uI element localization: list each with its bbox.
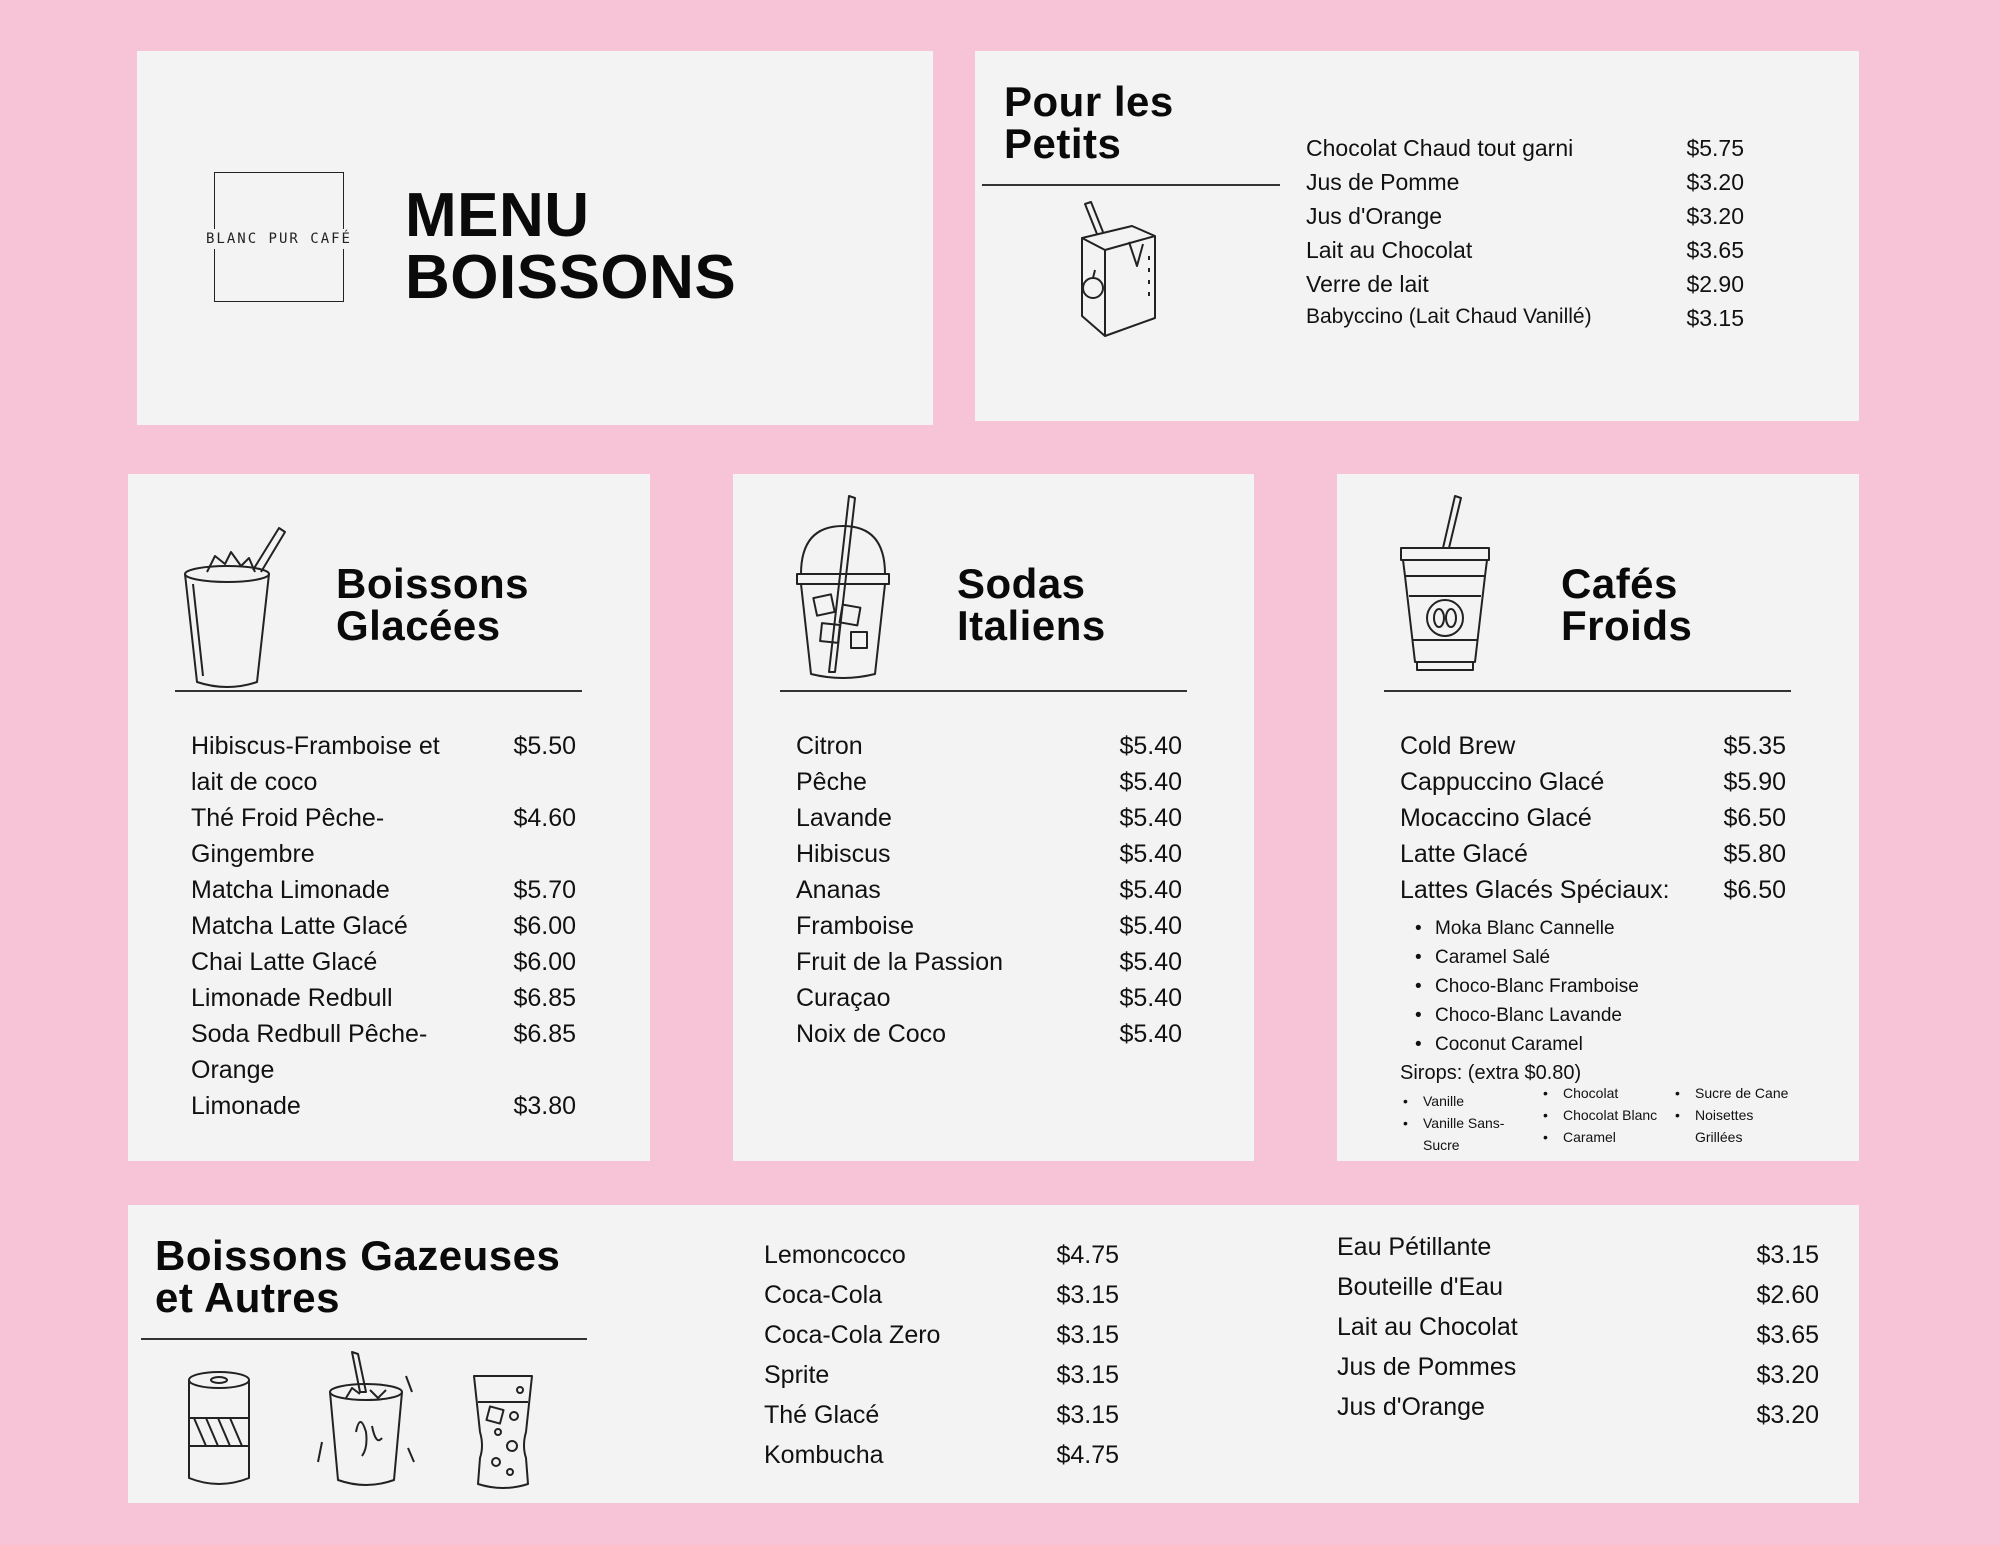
menu-item: Limonade $3.80 — [191, 1092, 576, 1120]
cafes-heading-line1: Cafés — [1561, 560, 1678, 607]
menu-item: Lemoncocco $4.75 — [764, 1241, 1119, 1269]
menu-item: Ananas $5.40 — [796, 876, 1182, 904]
logo-text: BLANC PUR CAFÉ — [195, 229, 363, 249]
menu-item: Fruit de la Passion $5.40 — [796, 948, 1182, 976]
glacees-list — [191, 732, 576, 1128]
specials-list — [1435, 914, 1639, 1059]
list-item: • Choco-Blanc Lavande — [1435, 1001, 1639, 1030]
menu-item: Framboise $5.40 — [796, 912, 1182, 940]
menu-item: Eau Pétillante $3.15 — [1337, 1233, 1819, 1269]
menu-item: Mocaccino Glacé $6.50 — [1400, 804, 1786, 832]
menu-item: Latte Glacé $5.80 — [1400, 840, 1786, 868]
menu-item: Matcha Limonade $5.70 — [191, 876, 576, 904]
menu-item: Jus de Pommes $3.20 — [1337, 1353, 1819, 1389]
list-item: Sucre — [1423, 1137, 1460, 1153]
list-item: • Chocolat Blanc — [1563, 1104, 1657, 1126]
menu-item: Sprite $3.15 — [764, 1361, 1119, 1389]
list-item: • Choco-Blanc Framboise — [1435, 972, 1639, 1001]
menu-item: Cold Brew $5.35 — [1400, 732, 1786, 760]
sirops-label: Sirops: (extra $0.80) — [1400, 1062, 1582, 1084]
gazeuses-divider — [141, 1338, 587, 1340]
sodas-list — [796, 732, 1182, 1056]
menu-item: Noix de Coco $5.40 — [796, 1020, 1182, 1048]
gazeuses-heading-line1: Boissons Gazeuses — [155, 1232, 561, 1279]
menu-item: Hibiscus-Framboise et $5.50 — [191, 732, 576, 760]
gazeuses-heading — [155, 1232, 561, 1321]
menu-item: Matcha Latte Glacé $6.00 — [191, 912, 576, 940]
page-title — [405, 181, 737, 312]
list-item: • Caramel — [1563, 1126, 1657, 1148]
menu-item: Limonade Redbull $6.85 — [191, 984, 576, 1012]
sparkling-glass-icon — [468, 1372, 538, 1492]
petits-heading-line2: Petits — [1004, 120, 1122, 167]
title-panel — [137, 51, 933, 425]
menu-item: Chocolat Chaud tout garni $5.75 — [1306, 135, 1744, 161]
sodas-divider — [780, 690, 1187, 692]
list-item: • Chocolat — [1563, 1082, 1657, 1104]
menu-item: Lait au Chocolat $3.65 — [1337, 1313, 1819, 1349]
menu-item: Pêche $5.40 — [796, 768, 1182, 796]
petits-panel — [975, 51, 1859, 421]
petits-heading — [1004, 78, 1174, 167]
menu-item: Orange — [191, 1056, 275, 1084]
sirops-col2 — [1563, 1082, 1657, 1148]
dome-cup-icon — [793, 496, 893, 686]
glacees-heading — [336, 560, 530, 649]
menu-item: Bouteille d'Eau $2.60 — [1337, 1273, 1819, 1309]
menu-item: Kombucha $4.75 — [764, 1441, 1119, 1469]
gazeuses-list-2 — [1337, 1233, 1819, 1433]
menu-item: Thé Glacé $3.15 — [764, 1401, 1119, 1429]
petits-list — [1306, 135, 1744, 339]
juice-box-icon — [1067, 196, 1167, 346]
glacees-panel — [128, 474, 650, 1161]
gazeuses-heading-line2: et Autres — [155, 1274, 340, 1321]
coffee-cup-icon — [1397, 496, 1497, 676]
list-item: • Moka Blanc Cannelle — [1435, 914, 1639, 943]
menu-item: Coca-Cola $3.15 — [764, 1281, 1119, 1309]
list-item: • Vanille — [1423, 1090, 1535, 1112]
menu-item: Lattes Glacés Spéciaux: $6.50 — [1400, 876, 1786, 904]
gazeuses-list-1 — [764, 1241, 1119, 1481]
page-title-line2: BOISSONS — [405, 243, 737, 312]
petits-divider — [982, 184, 1280, 186]
menu-item: Jus d'Orange $3.20 — [1306, 203, 1744, 229]
menu-item: Lavande $5.40 — [796, 804, 1182, 832]
sodas-heading-line1: Sodas — [957, 560, 1086, 607]
petits-heading-line1: Pour les — [1004, 78, 1174, 125]
menu-item: Jus d'Orange $3.20 — [1337, 1393, 1819, 1429]
menu-item: Thé Froid Pêche- $4.60 — [191, 804, 576, 832]
glacees-heading-line2: Glacées — [336, 602, 501, 649]
sodas-heading-line2: Italiens — [957, 602, 1106, 649]
menu-item: Lait au Chocolat $3.65 — [1306, 237, 1744, 263]
list-item: • Caramel Salé — [1435, 943, 1639, 972]
menu-item: Gingembre — [191, 840, 315, 868]
sodas-panel — [733, 474, 1254, 1161]
list-item: • Vanille Sans- — [1423, 1112, 1535, 1134]
list-item: • Coconut Caramel — [1435, 1030, 1639, 1059]
cafes-list — [1400, 732, 1786, 912]
menu-item: Chai Latte Glacé $6.00 — [191, 948, 576, 976]
menu-item: Verre de lait $2.90 — [1306, 271, 1744, 297]
menu-item: Jus de Pomme $3.20 — [1306, 169, 1744, 195]
glacees-heading-line1: Boissons — [336, 560, 530, 607]
cafes-heading-line2: Froids — [1561, 602, 1693, 649]
menu-item: lait de coco — [191, 768, 318, 796]
list-item: • Sucre de Cane — [1695, 1082, 1815, 1104]
menu-item: Curaçao $5.40 — [796, 984, 1182, 1012]
menu-item: Hibiscus $5.40 — [796, 840, 1182, 868]
iced-tea-cup-icon — [316, 1352, 416, 1492]
list-item: • Noisettes — [1695, 1104, 1815, 1126]
sodas-heading — [957, 560, 1106, 649]
menu-item: Coca-Cola Zero $3.15 — [764, 1321, 1119, 1349]
glacees-divider — [175, 690, 582, 692]
sirops-col3 — [1695, 1082, 1815, 1148]
menu-item: Soda Redbull Pêche- $6.85 — [191, 1020, 576, 1048]
cafes-divider — [1384, 690, 1791, 692]
sirops-col1 — [1425, 1090, 1535, 1156]
menu-item: Babyccino (Lait Chaud Vanillé) $3.15 — [1306, 305, 1744, 331]
list-item: Grillées — [1695, 1129, 1743, 1145]
menu-item: Cappuccino Glacé $5.90 — [1400, 768, 1786, 796]
page-title-line1: MENU — [405, 181, 590, 250]
cafes-panel — [1337, 474, 1859, 1161]
iced-glass-icon — [183, 514, 293, 694]
cafes-heading — [1561, 560, 1693, 649]
soda-can-icon — [184, 1370, 254, 1490]
menu-item: Citron $5.40 — [796, 732, 1182, 760]
gazeuses-panel — [128, 1205, 1859, 1503]
